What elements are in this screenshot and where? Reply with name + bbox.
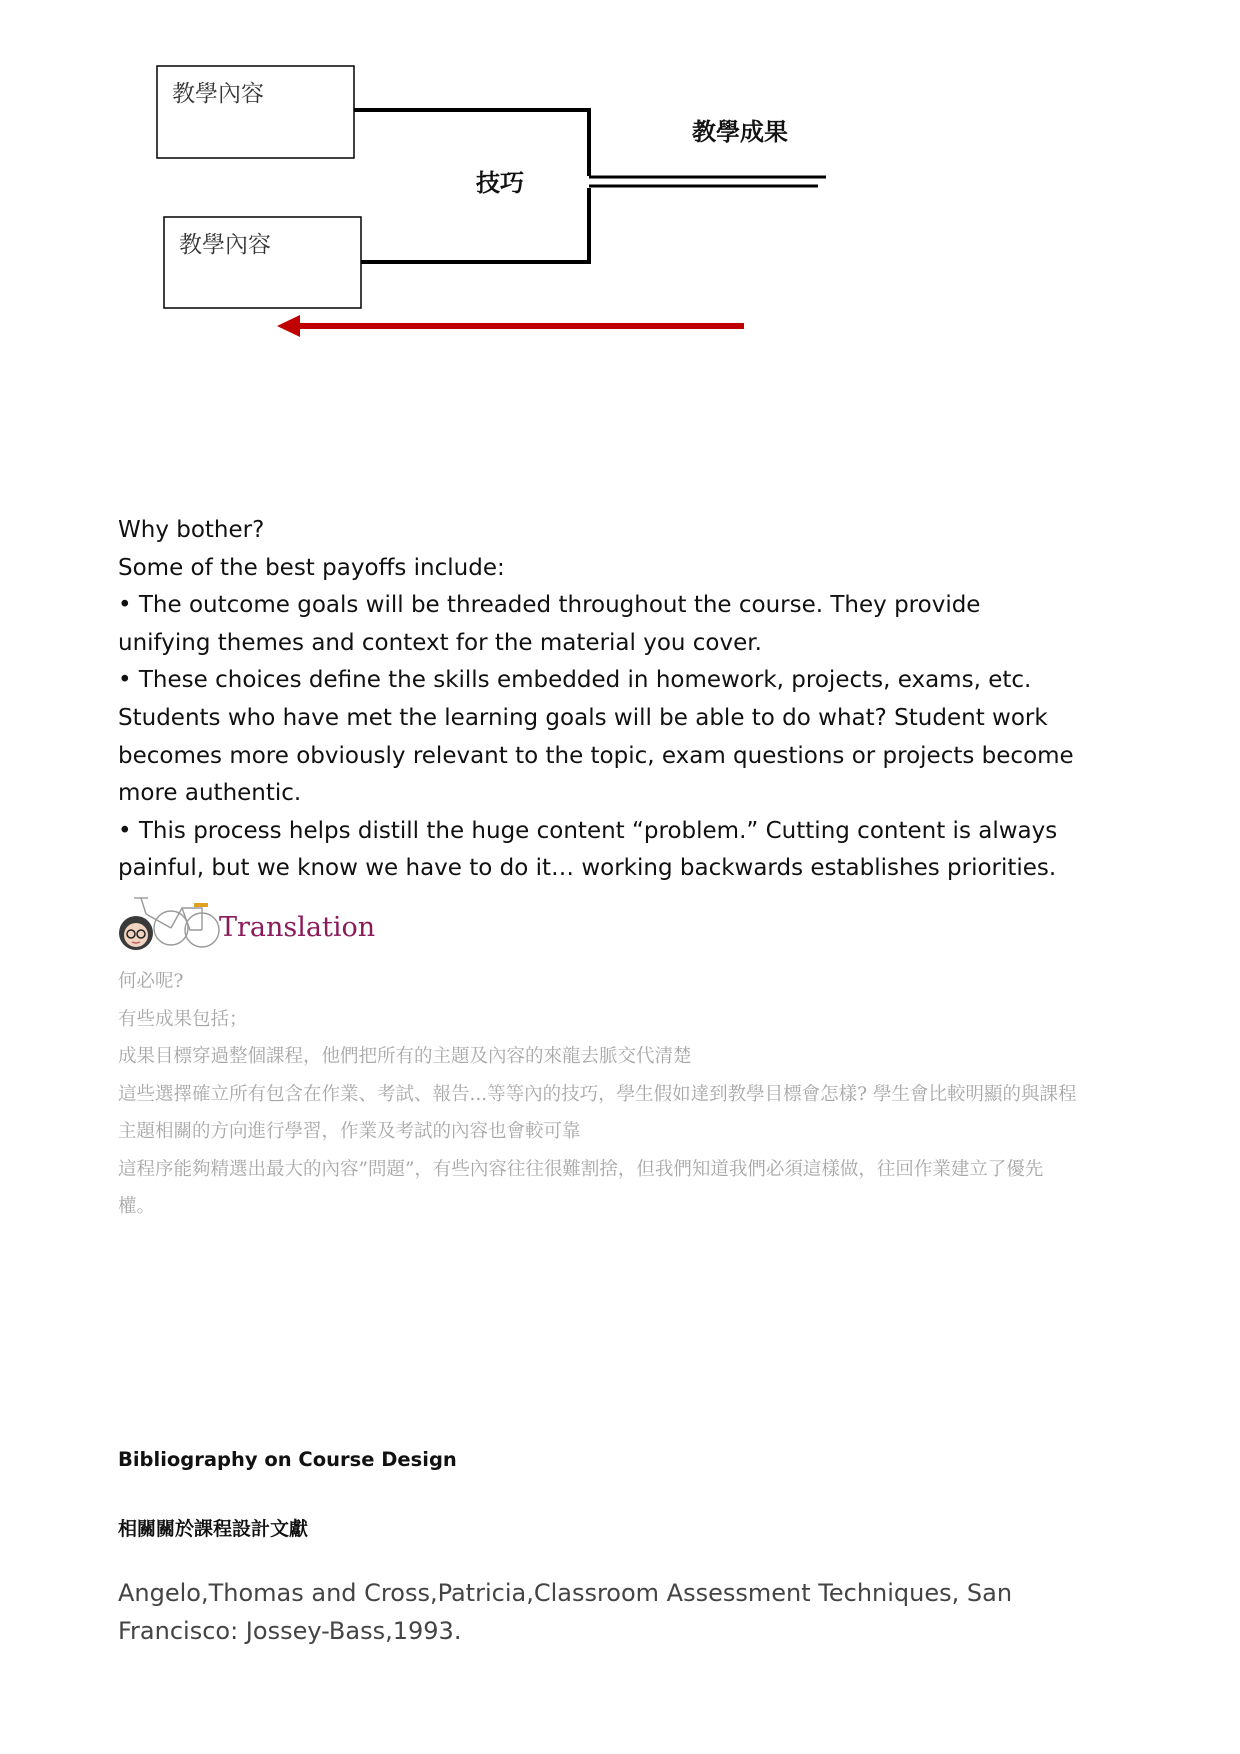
translation-banner [116, 890, 376, 954]
payoff-bullet: • This process helps distill the huge content “problem.” Cutting content is always painful, but we know we have to do it… working backwards establishes priorities. [118, 817, 1058, 882]
translation-line: 有些成果包括； [118, 1008, 248, 1030]
backward-arrow-head [277, 315, 300, 337]
bibliography-title: Bibliography on Course Design [118, 1448, 457, 1471]
payoff-bullet: • These choices define the skills embedded in homework, projects, exams, etc. Students who have met the learning goals will be able to do what? Student work becomes more obviously relevant to the topic, exam questions or projects become more authentic. [118, 667, 1074, 807]
content-box-top [157, 66, 354, 158]
payoffs-section [118, 512, 1078, 888]
section-intro: Some of the best payoffs include: [118, 554, 505, 581]
avatar-icon [116, 913, 156, 953]
translation-line: 這些選擇確立所有包含在作業、考試、報告...等等內的技巧，學生假如達到教學目標會怎樣? 學生會比較明顯的與課程主題相關的方向進行學習，作業及考試的內容也會較可靠 [118, 1083, 1077, 1142]
connector-top [354, 110, 589, 176]
connector-bottom [361, 188, 589, 262]
content-box-top-label: 教學內容 [172, 81, 264, 107]
translation-section [118, 963, 1078, 1226]
outcome-label: 教學成果 [692, 118, 788, 146]
content-box-bottom [164, 217, 361, 308]
translation-line: 何必呢? [118, 971, 184, 992]
bibliography-entry: Angelo,Thomas and Cross,Patricia,Classroom Assessment Techniques, San Francisco: Jossey-Bass,1993. [118, 1579, 1013, 1645]
bibliography-title-zh: 相關關於課程設計文獻 [118, 1518, 309, 1540]
course-design-diagram [0, 0, 1240, 380]
translation-line: 這程序能夠精選出最大的內容”問題”，有些內容往往很難割捨，但我們知道我們必須這樣做，往回作業建立了優先權。 [118, 1158, 1044, 1217]
content-box-bottom-label: 教學內容 [179, 232, 271, 258]
skills-label: 技巧 [476, 169, 524, 197]
section-heading: Why bother? [118, 517, 265, 543]
translation-line: 成果目標穿過整個課程，他們把所有的主題及內容的來龍去脈交代清楚 [118, 1046, 692, 1067]
payoff-bullet: • The outcome goals will be threaded throughout the course. They provide unifying themes and context for the material you cover. [118, 592, 981, 656]
translation-label: Translation [219, 912, 376, 943]
